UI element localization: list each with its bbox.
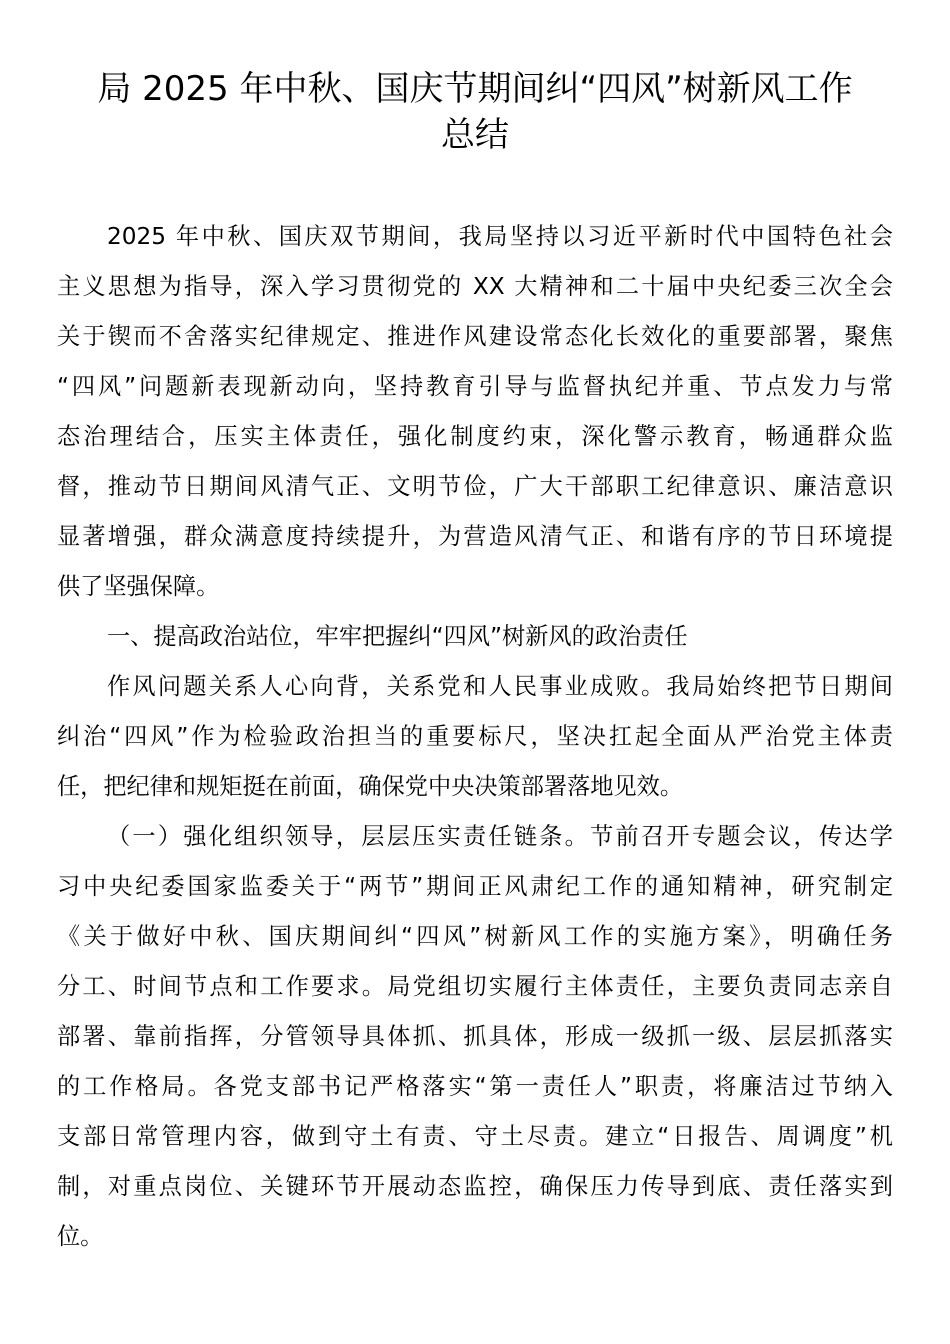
text-line: 分工、时间节点和工作要求。局党组切实履行主体责任，主要负责同志亲自 xyxy=(57,973,893,1000)
text-line: 任，把纪律和规矩挺在前面，确保党中央决策部署落地见效。 xyxy=(57,773,684,800)
text-line: 供了坚强保障。 xyxy=(57,573,220,600)
text-line: 习中央纪委国家监委关于“两节”期间正风肃纪工作的通知精神，研究制定 xyxy=(57,873,893,900)
text-line: 2025 年中秋、国庆双节期间，我局坚持以习近平新时代中国特色社会 xyxy=(107,223,893,250)
text-line: 作风问题关系人心向背，关系党和人民事业成败。我局始终把节日期间 xyxy=(107,673,893,700)
text-line: 纠治“四风”作为检验政治担当的重要标尺，坚决扛起全面从严治党主体责 xyxy=(57,723,893,750)
section-heading-text: 一、提高政治站位，牢牢把握纠“四风”树新风的政治责任 xyxy=(107,623,688,650)
document-title-line-1: 局 2025 年中秋、国庆节期间纠“四风”树新风工作 xyxy=(97,69,853,109)
text-line: 主义思想为指导，深入学习贯彻党的 XX 大精神和二十届中央纪委三次全会 xyxy=(57,273,893,300)
text-line: 《关于做好中秋、国庆期间纠“四风”树新风工作的实施方案》，明确任务 xyxy=(57,923,893,950)
text-line: 督，推动节日期间风清气正、文明节俭，广大干部职工纪律意识、廉洁意识 xyxy=(57,473,893,500)
text-line: 关于锲而不舍落实纪律规定、推进作风建设常态化长效化的重要部署，聚焦 xyxy=(57,323,893,350)
text-line: 支部日常管理内容，做到守土有责、守土尽责。建立“日报告、周调度”机 xyxy=(57,1123,893,1150)
text-line: （一）强化组织领导，层层压实责任链条。节前召开专题会议，传达学 xyxy=(107,823,893,850)
text-line: “四风”问题新表现新动向，坚持教育引导与监督执纪并重、节点发力与常 xyxy=(57,373,893,400)
document-title-line-2: 总结 xyxy=(441,115,509,155)
text-line: 部署、靠前指挥，分管领导具体抓、抓具体，形成一级抓一级、层层抓落实 xyxy=(57,1023,893,1050)
text-line: 显著增强，群众满意度持续提升，为营造风清气正、和谐有序的节日环境提 xyxy=(57,523,893,550)
text-line: 制，对重点岗位、关键环节开展动态监控，确保压力传导到底、责任落实到 xyxy=(57,1173,893,1200)
text-line: 态治理结合，压实主体责任，强化制度约束，深化警示教育，畅通群众监 xyxy=(57,423,893,450)
text-line: 位。 xyxy=(57,1223,104,1250)
text-line: 的工作格局。各党支部书记严格落实“第一责任人”职责，将廉洁过节纳入 xyxy=(57,1073,893,1100)
